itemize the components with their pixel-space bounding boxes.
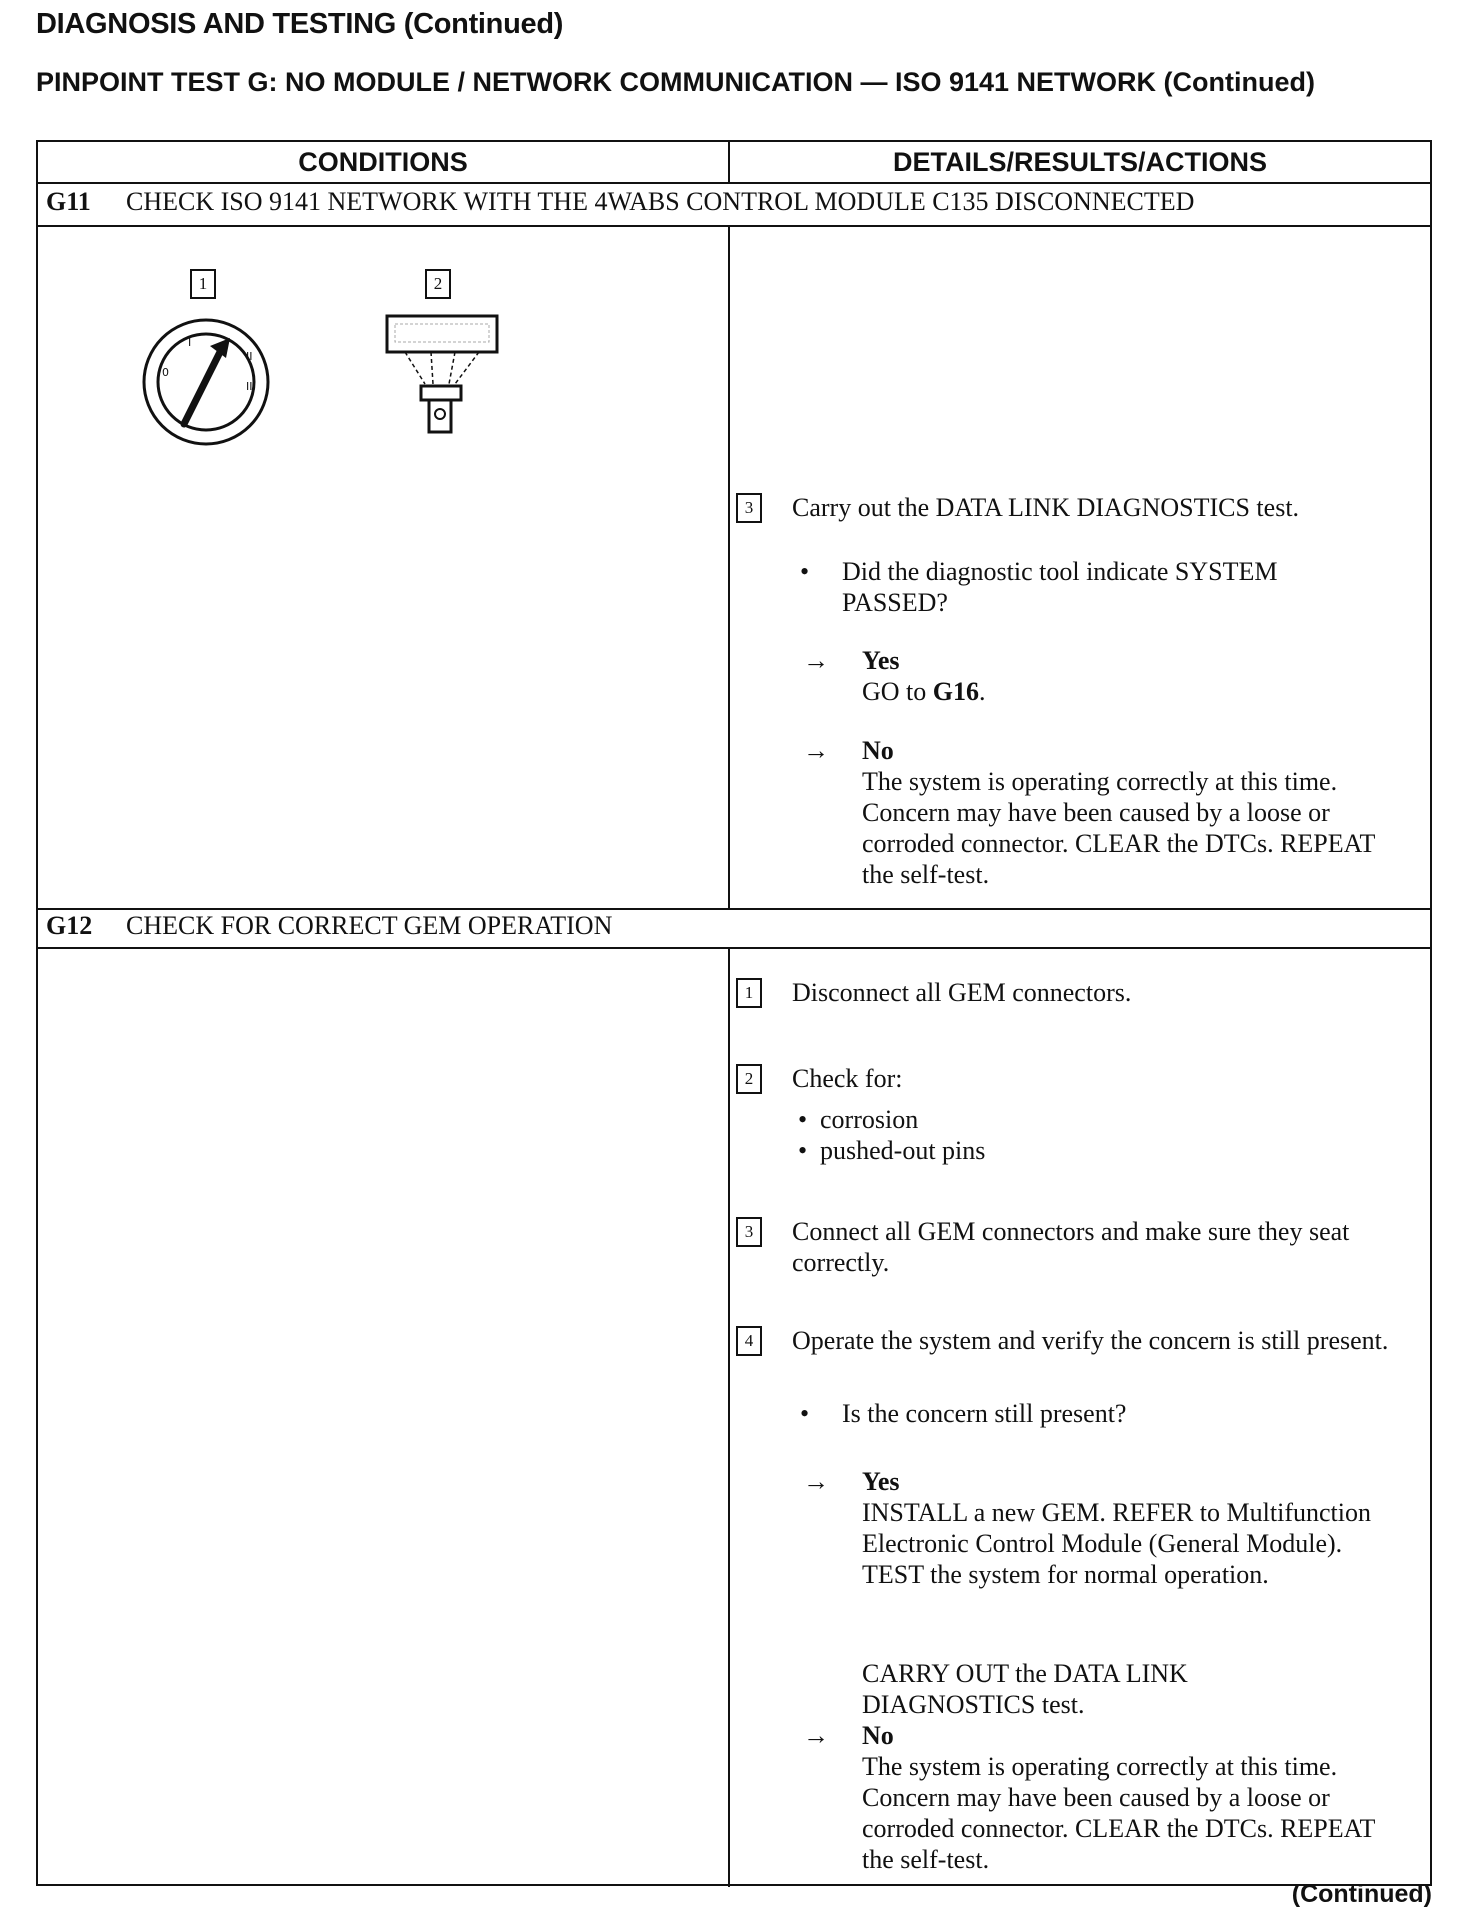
step-number-box: 2 [736,1064,762,1094]
section-title: CHECK ISO 9141 NETWORK WITH THE 4WABS CONTROL MODULE C135 DISCONNECTED [126,187,1195,216]
no-result: The system is operating correctly at this time. Concern may have been caused by a loose or corroded connector. CLEAR the DTCs. REPEAT the self-test. [862,767,1375,889]
step-number-box: 1 [736,978,762,1008]
check-item: pushed-out pins [820,1136,986,1165]
bullet-icon: • [800,1399,810,1428]
column-header-details: DETAILS/RESULTS/ACTIONS [892,147,1267,177]
bullet-icon: • [798,1136,808,1165]
question-text: Is the concern still present? [842,1399,1127,1428]
check-item: corrosion [820,1105,919,1134]
table-rule [38,225,1430,227]
continued-footer: (Continued) [1291,1880,1432,1908]
svg-text:III: III [246,380,256,393]
question-text: Did the diagnostic tool indicate SYSTEM PASSED? [842,557,1278,617]
diagnostic-tool-icon [383,308,503,438]
step-number-box: 3 [736,493,762,523]
column-divider [728,947,730,1887]
table-rule [38,182,1430,184]
yes-result [862,676,1402,707]
section-code: G11 [46,187,91,216]
step-text: Disconnect all GEM connectors. [792,978,1132,1007]
arrow-right-icon: → [803,736,829,765]
svg-text:II: II [246,350,253,363]
step-text: Check for: [792,1064,903,1093]
bullet-icon: • [798,1105,808,1134]
section-title: CHECK FOR CORRECT GEM OPERATION [126,911,613,940]
yes-result-prefix: GO to [862,677,933,706]
step-text: Carry out the DATA LINK DIAGNOSTICS test. [792,493,1300,522]
yes-result: INSTALL a new GEM. REFER to Multifunction Electronic Control Module (General Module). TEST the system for normal operation. [862,1498,1371,1589]
section-code: G12 [46,911,93,940]
no-label: No [862,1721,894,1750]
yes-result-suffix: . [979,677,986,706]
bullet-icon: • [800,557,810,586]
section-row-g12 [46,911,612,941]
column-divider [728,225,730,908]
arrow-right-icon: → [803,1721,829,1750]
yes-label: Yes [862,1467,900,1496]
svg-text:I: I [188,336,192,349]
table-rule [38,908,1430,910]
yes-label: Yes [862,646,900,675]
illustration-number-1: 1 [190,269,216,299]
arrow-right-icon: → [803,646,829,675]
pinpoint-test-table [36,140,1432,1886]
step-text: Operate the system and verify the concern is still present. [792,1326,1389,1355]
no-label: No [862,736,894,765]
illustration-number-2: 2 [425,269,451,299]
section-row-g11 [46,187,1194,217]
no-result: The system is operating correctly at this time. Concern may have been caused by a loose or corroded connector. CLEAR the DTCs. REPEAT the self-test. [862,1752,1375,1874]
goto-target: G16 [932,677,980,706]
table-rule [38,947,1430,949]
step-text: Connect all GEM connectors and make sure they seat correctly. [792,1217,1350,1277]
ignition-switch-icon [140,316,272,448]
step-number-box: 3 [736,1217,762,1247]
page-title: DIAGNOSIS AND TESTING (Continued) [36,8,564,40]
yes-result-followup: CARRY OUT the DATA LINK DIAGNOSTICS test. [862,1659,1188,1719]
arrow-right-icon: → [803,1467,829,1496]
column-header-conditions: CONDITIONS [298,147,468,177]
step-number-box: 4 [736,1326,762,1356]
svg-text:0: 0 [162,366,169,379]
pinpoint-test-title: PINPOINT TEST G: NO MODULE / NETWORK COMMUNICATION — ISO 9141 NETWORK (Continued) [36,67,1315,97]
